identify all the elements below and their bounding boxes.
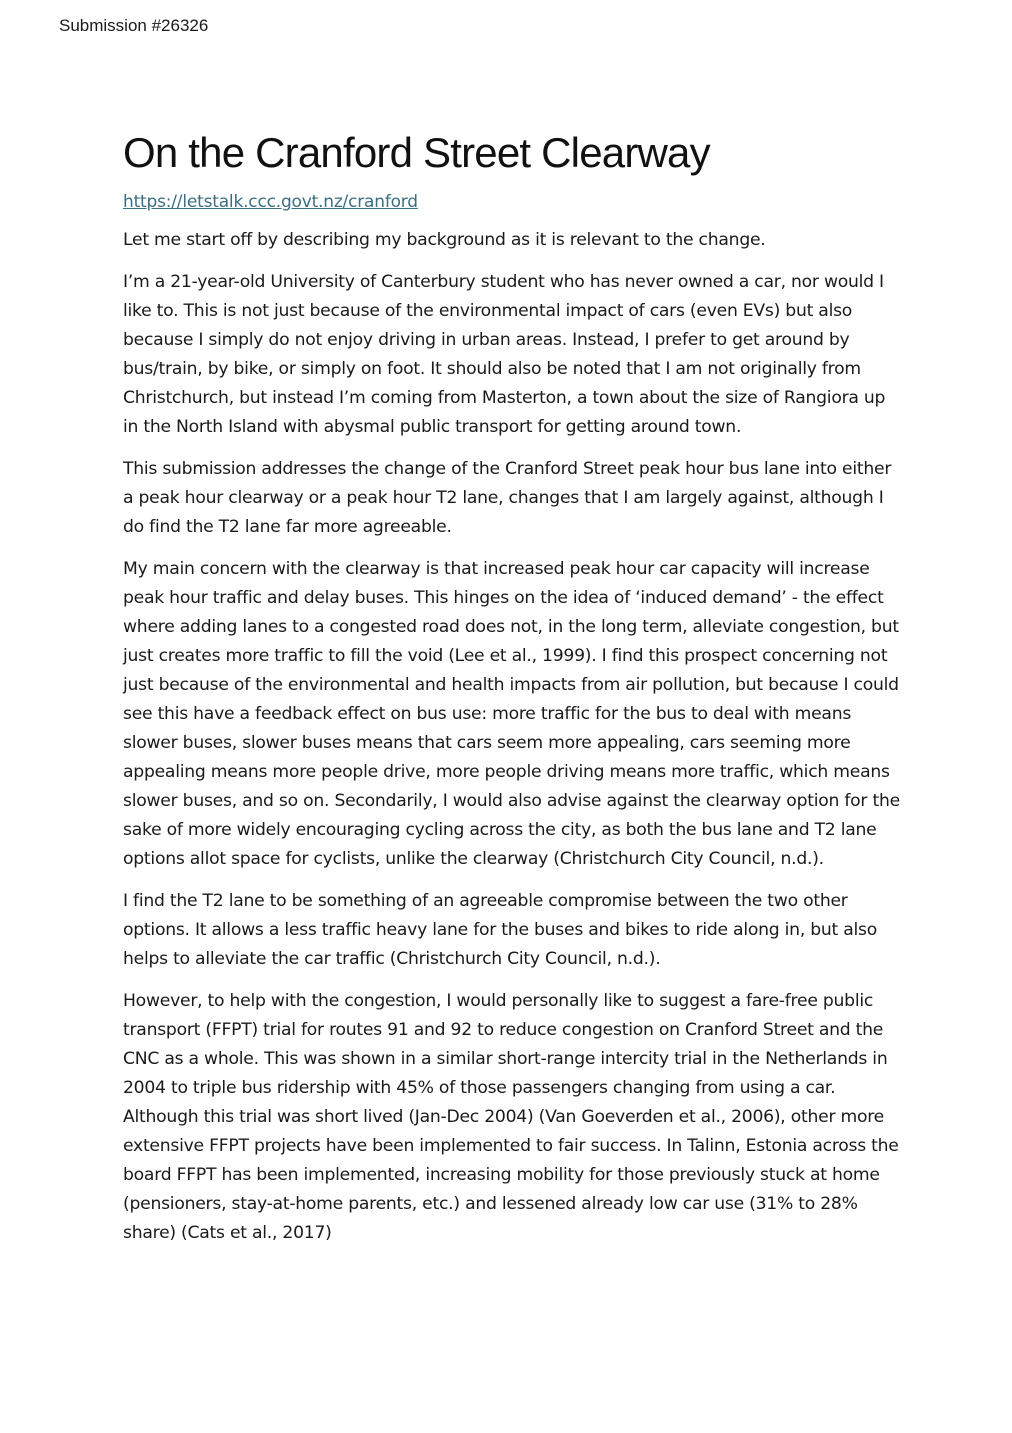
paragraph-t2-lane: I find the T2 lane to be something of an agreeable compromise between the two other options. It allows a less traffic heavy lane for the buses and bikes to ride along in, but also helps to alleviate the car traffic (Christchurch City Council, n.d.). [123, 891, 878, 969]
paragraph-background-intro: Let me start off by describing my background as it is relevant to the change. [123, 230, 766, 250]
paragraph-personal-background: I’m a 21-year-old University of Canterbury student who has never owned a car, nor would I like to. This is not just because of the environmental impact of cars (even EVs) but also because I simply do not enjoy driving in urban areas. Instead, I prefer to get around by bus/train, by bike, or simply on foot. It should also be noted that I am not originally from Christchurch, but instead I’m coming from Masterton, a town about the size of Rangiora up in the North Island with abysmal public transport for getting around town. [123, 272, 886, 437]
document-title: On the Cranford Street Clearway [123, 129, 710, 176]
submission-number: Submission #26326 [59, 16, 209, 35]
consultation-link[interactable]: https://letstalk.ccc.govt.nz/cranford [123, 192, 418, 212]
paragraph-ffpt-suggestion: However, to help with the congestion, I would personally like to suggest a fare-free public transport (FFPT) trial for routes 91 and 92 to reduce congestion on Cranford Street and the CNC as a whole. This was shown in a similar short-range intercity trial in the Netherlands in 2004 to triple bus ridership with 45% of those passengers changing from using a car. Although this trial was short lived (Jan-Dec 2004) (Van Goeverden et al., 2006), other more extensive FFPT projects have been implemented to fair success. In Talinn, Estonia across the board FFPT has been implemented, increasing mobility for those previously stuck at home (pensioners, stay-at-home parents, etc.) and lessened already low car use (31% to 28% share) (Cats et al., 2017) [123, 991, 899, 1243]
paragraph-submission-scope: This submission addresses the change of the Cranford Street peak hour bus lane into either a peak hour clearway or a peak hour T2 lane, changes that I am largely against, although I do find the T2 lane far more agreeable. [123, 459, 892, 537]
paragraph-clearway-concern: My main concern with the clearway is that increased peak hour car capacity will increase peak hour traffic and delay buses. This hinges on the idea of ‘induced demand’ - the effect where adding lanes to a congested road does not, in the long term, alleviate congestion, but just creates more traffic to fill the void (Lee et al., 1999). I find this prospect concerning not just because of the environmental and health impacts from air pollution, but because I could see this have a feedback effect on bus use: more traffic for the bus to deal with means slower buses, slower buses means that cars seem more appealing, cars seeming more appealing means more people drive, more people driving means more traffic, which means slower buses, and so on. Secondarily, I would also advise against the clearway option for the sake of more widely encouraging cycling across the city, as both the bus lane and T2 lane options allot space for cyclists, unlike the clearway (Christchurch City Council, n.d.). [123, 559, 900, 869]
document-body [123, 126, 903, 1261]
